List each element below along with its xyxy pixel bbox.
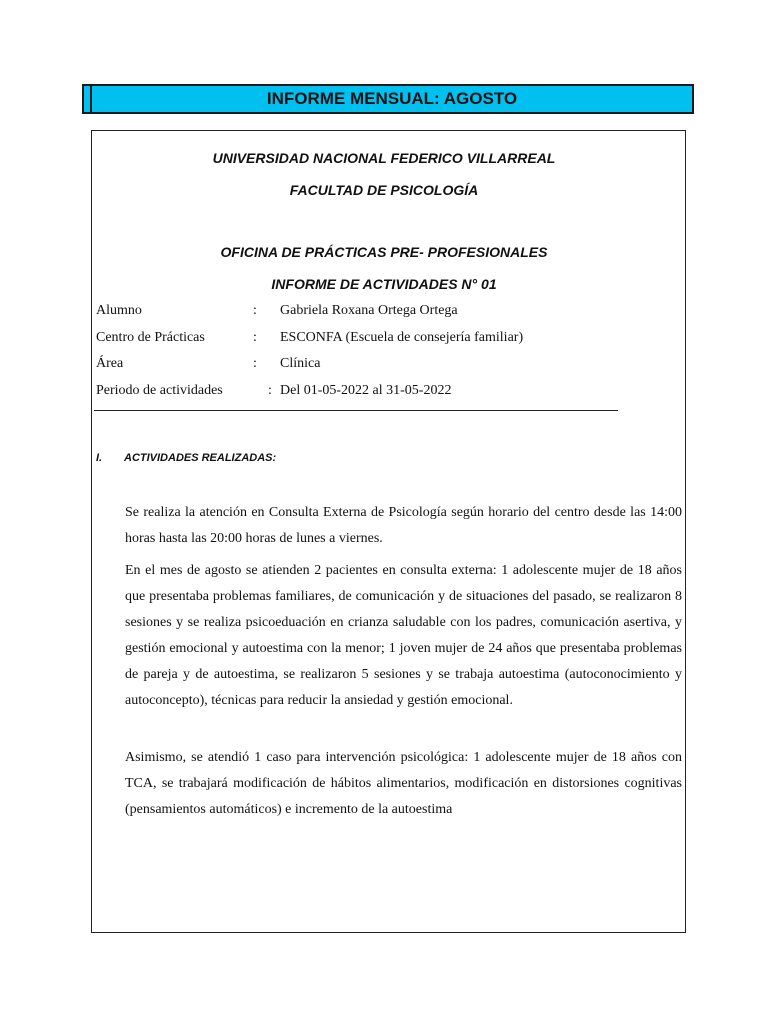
paragraph-intervention: Asimismo, se atendió 1 caso para intervención psicológica: 1 adolescente mujer de 18 años con TCA, se trabajará modificación de hábitos alimentarios, modificación en distorsiones cognitivas (pensamientos automáticos) e incremento de la autoestima xyxy=(125,750,682,818)
detail-value: Clínica xyxy=(280,356,321,371)
university-name: UNIVERSIDAD NACIONAL FEDERICO VILLARREAL xyxy=(212,150,556,166)
detail-value: Del 01-05-2022 al 31-05-2022 xyxy=(280,383,452,398)
office-name: OFICINA DE PRÁCTICAS PRE- PROFESIONALES xyxy=(220,244,548,260)
detail-value: ESCONFA (Escuela de consejería familiar) xyxy=(280,330,524,345)
faculty-name: FACULTAD DE PSICOLOGÍA xyxy=(289,182,479,198)
detail-colon: : xyxy=(253,356,257,371)
detail-value: Gabriela Roxana Ortega Ortega xyxy=(280,303,458,318)
detail-colon: : xyxy=(268,383,272,398)
detail-label: Centro de Prácticas xyxy=(96,330,205,345)
section-title: ACTIVIDADES REALIZADAS: xyxy=(124,452,277,464)
paragraph-schedule: Se realiza la atención en Consulta Externa de Psicología según horario del centro desde las 14:00 horas hasta las 20:00 horas de lunes a viernes. xyxy=(125,505,682,547)
detail-colon: : xyxy=(253,303,257,318)
report-title-banner xyxy=(82,84,694,114)
paragraph-patients: En el mes de agosto se atienden 2 pacientes en consulta externa: 1 adolescente mujer de 18 años que presentaba problemas familiares, de comunicación y de situaciones del pasado, se realizaron 8 sesiones y se realiza psicoeduación en crianza saludable con los padres, comunicación asertiva, y gestión emocional y autoestima con la menor; 1 joven mujer de 24 años que presentaba problemas de pareja y de autoestima, se realizaron 5 sesiones y se trabaja autoestima (autoconocimiento y autoconcepto), técnicas para reducir la ansiedad y gestión emocional. xyxy=(125,563,682,709)
detail-label: Alumno xyxy=(96,303,142,318)
report-title: INFORME MENSUAL: AGOSTO xyxy=(90,86,692,112)
separator-line xyxy=(94,410,618,411)
report-number: INFORME DE ACTIVIDADES N° 01 xyxy=(271,276,497,292)
detail-colon: : xyxy=(253,330,257,345)
section-number: I. xyxy=(96,452,103,464)
detail-label: Periodo de actividades xyxy=(96,383,223,398)
detail-label: Área xyxy=(96,356,124,371)
